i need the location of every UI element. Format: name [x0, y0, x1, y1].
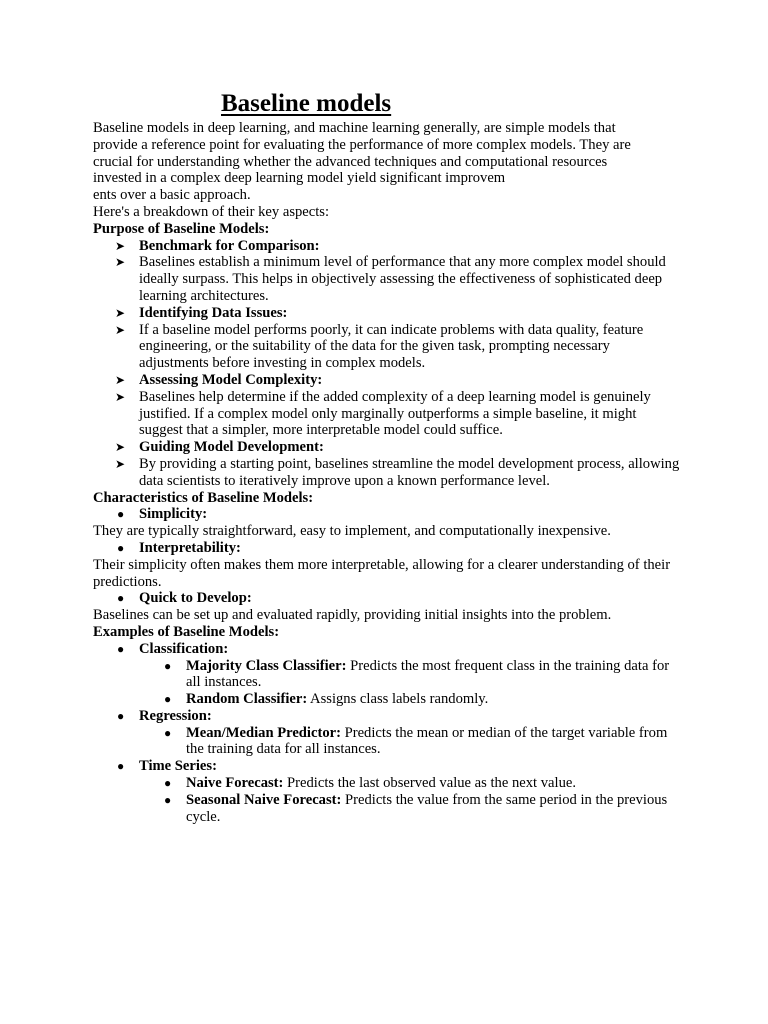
- item-text: Assigns class labels randomly.: [307, 691, 489, 708]
- intro-line: Here's a breakdown of their key aspects:: [93, 203, 330, 220]
- item-label: Quick to Develop:: [139, 590, 252, 607]
- arrow-bullet-icon: ➤: [115, 456, 126, 471]
- list-item: [93, 775, 683, 792]
- arrow-bullet-icon: ➤: [115, 372, 126, 387]
- arrow-bullet-icon: ➤: [115, 305, 126, 320]
- item-label: Random Classifier:: [186, 691, 308, 708]
- list-item: [93, 540, 683, 557]
- bullet-icon: ●: [117, 759, 125, 774]
- bullet-icon: ●: [164, 658, 172, 673]
- list-item: [93, 590, 683, 607]
- item-text: Baselines help determine if the added complexity of a deep learning model is genuinely justified. If a complex model only marginally outperforms a simple baseline, it might suggest that a simpler, more interpretable model could suffice.: [139, 388, 651, 439]
- list-item: [93, 792, 683, 826]
- list-item: [93, 254, 683, 304]
- arrow-bullet-icon: ➤: [115, 440, 126, 455]
- item-text: By providing a starting point, baselines streamline the model development process, allowing data scientists to iteratively improve upon a known performance level.: [139, 455, 680, 489]
- bullet-icon: ●: [117, 507, 125, 522]
- list-item: [93, 725, 683, 759]
- document-page: [93, 88, 683, 825]
- item-label: Regression:: [139, 707, 212, 724]
- purpose-heading: Purpose of Baseline Models:: [93, 220, 270, 237]
- item-text: Predicts the last observed value as the next value.: [283, 775, 576, 792]
- item-label: Benchmark for Comparison:: [139, 237, 320, 254]
- item-text: Predicts the value from the same period in the previous cycle.: [186, 791, 668, 825]
- list-item: [93, 506, 683, 523]
- list-item: [93, 691, 683, 708]
- item-label: Time Series:: [139, 758, 217, 775]
- examples-heading: Examples of Baseline Models:: [93, 623, 280, 640]
- intro-line: provide a reference point for evaluating the performance of more complex models. They are: [93, 136, 631, 153]
- list-item: [93, 322, 683, 372]
- item-label: Identifying Data Issues:: [139, 304, 288, 321]
- bullet-icon: ●: [117, 708, 125, 723]
- list-item: [93, 641, 683, 658]
- arrow-bullet-icon: ➤: [115, 238, 126, 253]
- characteristic-text: They are typically straightforward, easy to implement, and computationally inexpensive.: [93, 523, 611, 540]
- bullet-icon: ●: [164, 692, 172, 707]
- arrow-bullet-icon: ➤: [115, 255, 126, 270]
- item-text: If a baseline model performs poorly, it can indicate problems with data quality, feature engineering, or the suitability of the data for the given task, prompting necessary adjustments before investing in complex models.: [139, 321, 644, 372]
- item-label: Classification:: [139, 640, 229, 657]
- item-label: Majority Class Classifier:: [186, 657, 347, 674]
- characteristics-list: [93, 506, 683, 523]
- list-item: [93, 708, 683, 725]
- characteristics-list: [93, 590, 683, 607]
- characteristics-heading: Characteristics of Baseline Models:: [93, 489, 314, 506]
- bullet-icon: ●: [164, 792, 172, 807]
- characteristics-list: [93, 540, 683, 557]
- item-label: Assessing Model Complexity:: [139, 371, 323, 388]
- list-item: [93, 305, 683, 322]
- item-text: Predicts the mean or median of the target variable from the training data for all instances.: [186, 724, 668, 758]
- list-item: [93, 439, 683, 456]
- list-item: [93, 456, 683, 490]
- item-label: Naive Forecast:: [186, 775, 284, 792]
- item-label: Guiding Model Development:: [139, 439, 324, 456]
- item-text: Predicts the most frequent class in the training data for all instances.: [186, 657, 670, 691]
- purpose-list: [93, 238, 683, 490]
- intro-paragraph: [93, 120, 683, 221]
- item-label: Mean/Median Predictor:: [186, 724, 341, 741]
- intro-line: invested in a complex deep learning model yield significant improvem: [93, 170, 506, 187]
- list-item: [93, 658, 683, 692]
- intro-line: crucial for understanding whether the advanced techniques and computational resources: [93, 153, 608, 170]
- bullet-icon: ●: [117, 540, 125, 555]
- characteristic-text: Baselines can be set up and evaluated rapidly, providing initial insights into the problem.: [93, 607, 612, 624]
- bullet-icon: ●: [117, 591, 125, 606]
- list-item: [93, 389, 683, 439]
- bullet-icon: ●: [117, 641, 125, 656]
- list-item: [93, 372, 683, 389]
- item-label: Simplicity:: [139, 506, 208, 523]
- document-title: Baseline models: [221, 90, 392, 117]
- examples-list: [93, 641, 683, 826]
- item-label: Seasonal Naive Forecast:: [186, 791, 342, 808]
- item-label: Interpretability:: [139, 539, 241, 556]
- bullet-icon: ●: [164, 725, 172, 740]
- intro-line: ents over a basic approach.: [93, 187, 251, 204]
- item-text: Baselines establish a minimum level of performance that any more complex model should ideally surpass. This helps in objectively assessing the effectiveness of sophisticated deep learning architectures.: [139, 254, 666, 304]
- intro-line: Baseline models in deep learning, and machine learning generally, are simple models that: [93, 120, 616, 136]
- bullet-icon: ●: [164, 776, 172, 791]
- characteristic-text: Their simplicity often makes them more interpretable, allowing for a clearer understanding of their predictions.: [93, 556, 671, 590]
- list-item: [93, 238, 683, 255]
- arrow-bullet-icon: ➤: [115, 322, 126, 337]
- arrow-bullet-icon: ➤: [115, 389, 126, 404]
- list-item: [93, 758, 683, 775]
